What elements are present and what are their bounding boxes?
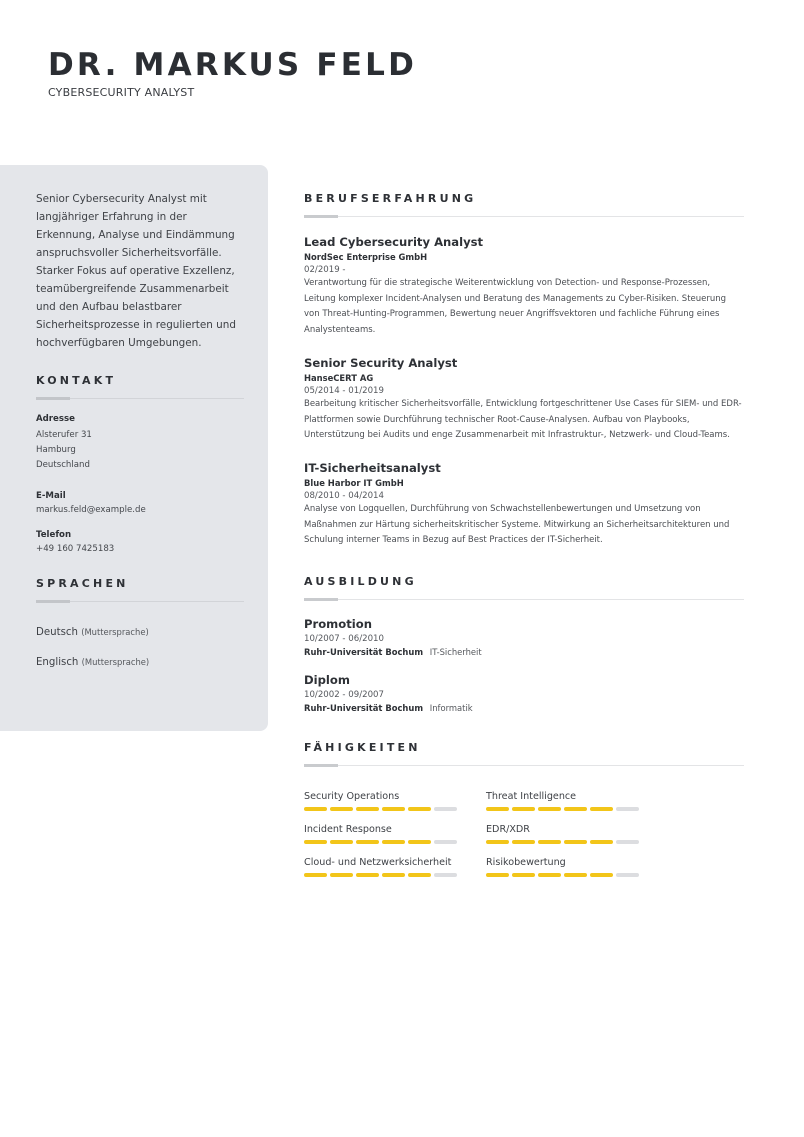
education-entry <box>304 617 744 657</box>
job-entry <box>304 234 744 339</box>
job-description: Analyse von Logquellen, Durchführung von Schwachstellenbewertungen und Umsetzung von Maßnahmen zur Härtung sicherheitskritischer Systeme. Mitwirkung an Sicherheitsarchitekturen und Schulung interner Teams in Bezug auf Best Practices der IT-Sicherheit. <box>304 503 730 546</box>
skill-name: Risikobewertung <box>486 857 566 869</box>
skill-segment-filled <box>304 807 327 811</box>
skill-level-bar <box>304 807 486 811</box>
contact-section <box>36 374 244 557</box>
candidate-title: CYBERSECURITY ANALYST <box>48 86 195 99</box>
study-field: IT-Sicherheit <box>429 647 482 658</box>
language-name: Englisch <box>36 657 79 668</box>
study-field: Informatik <box>429 703 473 714</box>
skill-name: Threat Intelligence <box>486 791 577 803</box>
skill-level-bar <box>486 840 668 844</box>
job-company: Blue Harbor IT GmbH <box>304 477 404 488</box>
skill-level-bar <box>304 873 486 877</box>
skill-segment-filled <box>486 873 509 877</box>
address-street: Alsterufer 31 <box>36 430 92 440</box>
section-divider <box>304 215 744 218</box>
job-date: 02/2019 - <box>304 265 346 275</box>
school-name: Ruhr-Universität Bochum <box>304 647 424 658</box>
skill-segment-filled <box>538 873 561 877</box>
skill-segment-filled <box>538 840 561 844</box>
address-country: Deutschland <box>36 460 90 470</box>
skill-segment-filled <box>382 807 405 811</box>
resume-header <box>48 46 417 99</box>
language-item <box>36 657 244 687</box>
skill-item <box>486 791 668 811</box>
section-divider <box>36 600 244 603</box>
skill-segment-empty <box>434 873 457 877</box>
email-value[interactable]: markus.feld@example.de <box>36 505 146 515</box>
job-entry <box>304 355 744 444</box>
skill-segment-filled <box>330 807 353 811</box>
language-item <box>36 627 244 657</box>
skill-segment-filled <box>356 873 379 877</box>
skill-item <box>486 824 668 844</box>
sidebar <box>0 165 268 731</box>
address-value <box>36 428 244 473</box>
email-label: E-Mail <box>36 491 66 501</box>
skill-level-bar <box>486 807 668 811</box>
skill-segment-filled <box>564 873 587 877</box>
skill-segment-empty <box>434 807 457 811</box>
profile-summary: Senior Cybersecurity Analyst mit langjähriger Erfahrung in der Erkennung, Analyse und Eindämmung anspruchsvoller Sicherheitsvorfälle. Starker Fokus auf operative Exzellenz, teamübergreifende Zusammenarbeit und den Aufbau belastbarer Sicherheitsprozesse in regulierten und hochverfügbaren Umgebungen. <box>36 193 236 349</box>
skill-segment-filled <box>330 873 353 877</box>
education-section <box>304 575 744 713</box>
skill-segment-filled <box>564 840 587 844</box>
skill-name: Security Operations <box>304 791 400 803</box>
job-date: 08/2010 - 04/2014 <box>304 490 384 501</box>
degree-title: Diplom <box>304 673 350 688</box>
main-content <box>304 192 744 877</box>
skill-segment-filled <box>382 873 405 877</box>
job-description: Verantwortung für die strategische Weiterentwicklung von Detection- und Response-Prozessen, Leitung komplexer Incident-Analysen und Beratung des Managements zu Cyber-Risiken. Steuerung von Threat-Hunting-Programmen, Bewertung neuer Angriffsvektoren und fachliche Führung eines Analystenteams. <box>304 278 727 336</box>
skill-level-bar <box>304 840 486 844</box>
skill-segment-filled <box>590 840 613 844</box>
languages-section <box>36 577 244 687</box>
skill-segment-filled <box>486 840 509 844</box>
language-name: Deutsch <box>36 627 78 638</box>
section-divider <box>304 764 744 767</box>
job-date: 05/2014 - 01/2019 <box>304 385 384 396</box>
degree-meta <box>304 703 744 713</box>
candidate-name: DR. MARKUS FELD <box>48 47 418 83</box>
skill-segment-filled <box>590 873 613 877</box>
skill-segment-filled <box>304 840 327 844</box>
skill-segment-filled <box>356 840 379 844</box>
skill-item <box>304 857 486 877</box>
job-title: IT-Sicherheitsanalyst <box>304 460 441 475</box>
language-list <box>36 627 244 687</box>
school-name: Ruhr-Universität Bochum <box>304 703 424 714</box>
skill-segment-filled <box>408 873 431 877</box>
degree-meta <box>304 647 744 657</box>
skill-segment-filled <box>564 807 587 811</box>
degree-date: 10/2002 - 09/2007 <box>304 690 384 701</box>
section-divider <box>36 397 244 400</box>
skill-segment-filled <box>304 873 327 877</box>
degree-title: Promotion <box>304 617 372 632</box>
phone-value[interactable]: +49 160 7425183 <box>36 544 115 554</box>
address-label: Adresse <box>36 414 75 424</box>
skill-segment-empty <box>616 873 639 877</box>
job-description: Bearbeitung kritischer Sicherheitsvorfälle, Entwicklung fortgeschrittener Use Cases für SIEM- und EDR-Plattformen sowie Durchführung technischer Root-Cause-Analysen. Aufbau von Playbooks, Unterstützung bei Audits und enge Zusammenarbeit mit Infrastruktur-, Netzwerk- und Cloud-Teams. <box>304 398 742 441</box>
skill-name: EDR/XDR <box>486 824 530 836</box>
skill-segment-empty <box>616 807 639 811</box>
skills-section <box>304 741 744 877</box>
skill-name: Cloud- und Netzwerksicherheit <box>304 857 452 869</box>
degree-date: 10/2007 - 06/2010 <box>304 634 384 645</box>
skills-grid <box>304 791 744 877</box>
skill-segment-filled <box>408 807 431 811</box>
skill-item <box>486 857 668 877</box>
language-level: (Muttersprache) <box>81 627 149 637</box>
skill-segment-filled <box>382 840 405 844</box>
job-company: HanseCERT AG <box>304 372 374 383</box>
contact-heading: KONTAKT <box>36 374 117 387</box>
skill-segment-filled <box>512 840 535 844</box>
skill-segment-filled <box>408 840 431 844</box>
address-city: Hamburg <box>36 445 76 455</box>
skill-segment-filled <box>512 873 535 877</box>
experience-section <box>304 192 744 549</box>
skills-heading: FÄHIGKEITEN <box>304 741 421 755</box>
skill-level-bar <box>486 873 668 877</box>
job-entry <box>304 460 744 549</box>
skill-segment-empty <box>434 840 457 844</box>
phone-label: Telefon <box>36 530 72 540</box>
education-entry <box>304 673 744 713</box>
skill-item <box>304 824 486 844</box>
skill-segment-empty <box>616 840 639 844</box>
skill-segment-filled <box>590 807 613 811</box>
skill-name: Incident Response <box>304 824 392 836</box>
languages-heading: SPRACHEN <box>36 577 129 590</box>
education-heading: AUSBILDUNG <box>304 575 417 589</box>
section-divider <box>304 598 744 601</box>
skill-item <box>304 791 486 811</box>
experience-heading: BERUFSERFAHRUNG <box>304 192 477 205</box>
skill-segment-filled <box>330 840 353 844</box>
job-company: NordSec Enterprise GmbH <box>304 252 428 262</box>
job-title: Senior Security Analyst <box>304 355 458 370</box>
skill-segment-filled <box>486 807 509 811</box>
skill-segment-filled <box>512 807 535 811</box>
skill-segment-filled <box>356 807 379 811</box>
language-level: (Muttersprache) <box>81 657 150 667</box>
skill-segment-filled <box>538 807 561 811</box>
job-title: Lead Cybersecurity Analyst <box>304 235 484 249</box>
